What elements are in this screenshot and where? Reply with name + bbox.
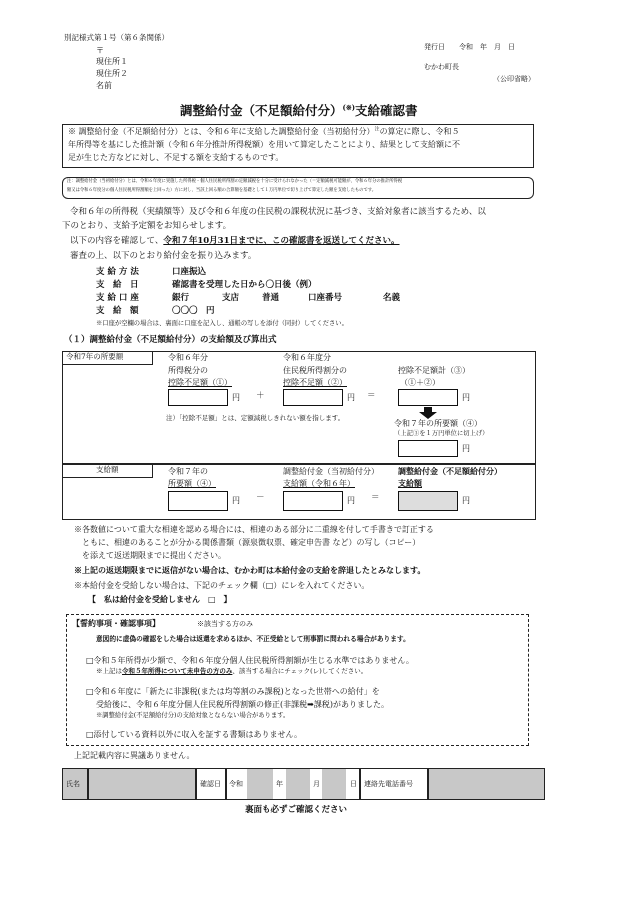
date-label: 確認日 — [200, 780, 221, 788]
col2-line-3: 控除不足額（②） — [283, 378, 347, 387]
yen-2: 円 — [347, 393, 355, 402]
yen-5: 円 — [232, 496, 240, 505]
col1-line-1: 令和６年分 — [168, 353, 208, 362]
account-holder: 名義 — [383, 293, 401, 303]
pledge-check-1[interactable]: □令和５年所得が少額で、令和６年度分個人住民税所得割額が生じる水準ではありません。 — [86, 656, 414, 665]
phone-field[interactable] — [428, 768, 545, 800]
note2: ※上記の返送期限までに返信がない場合は、むかわ町は本給付金の支給を辞退したとみなします。 — [74, 565, 426, 575]
footer-note: 裏面も必ずご確認ください — [245, 805, 348, 815]
pay-col2-line-2: 支給額（令和６年） — [283, 479, 355, 488]
address-line-1: 現住所１ — [96, 57, 128, 66]
issuer: むかわ町長 — [424, 63, 459, 71]
col2-line-1: 令和６年度分 — [283, 353, 331, 362]
note1-line-2: ともに、相違のあることが分かる関係書類（源泉徴収票、確定申告書 など）の写し（コピー） — [74, 538, 421, 547]
account-type: 普通 — [262, 293, 280, 303]
equals-sign-2: ＝ — [371, 493, 380, 503]
account-number: 口座番号 — [308, 293, 343, 303]
notice-line-1: ※ 調整給付金（不足額給付分）とは、令和６年に支給した調整給付金（当初給付分）$^注$の算定に際し、令和５ — [68, 126, 460, 136]
col2-line-2: 住民税所得割分の — [283, 366, 347, 375]
payment-note: ※口座が空欄の場合は、裏面に口座を記入し、通帳の写しを添付（同封）してください。 — [96, 320, 348, 327]
minus-sign: － — [256, 493, 265, 503]
payment-method-label: 支 給 方 法 — [96, 267, 139, 277]
date-year: 年 — [276, 780, 283, 788]
small-note-line-1: 注：調整給付金（当初給付分）とは、令和６年度に実施した所得税・個人住民税所得割の定額減税を十分に受けられなかった（＝定額減税可能額が、令和６年分の推計所得税 — [67, 179, 403, 184]
note1-line-1: ※各数値について重大な相違を認める場合には、相違のある部分に二重線を付して手書きで訂正する — [74, 525, 434, 534]
payment-date-value: 確認書を受理した日から〇日後（例） — [172, 280, 317, 290]
note3: ※本給付金を受給しない場合は、下記のチェック欄（□）にレを入れてください。 — [74, 581, 370, 590]
deficit-income-tax-box[interactable] — [168, 389, 228, 406]
pay-col1-line-1: 令和７年の — [168, 467, 208, 476]
deficit-note: 注）「控除不足額」とは、定額減税しきれない額を指します。 — [166, 414, 345, 422]
form-number: 別記様式第１号（第６条関係） — [64, 33, 169, 42]
supplementary-payment-box[interactable] — [398, 491, 458, 511]
col3-line-2: （①＋②） — [400, 378, 440, 387]
intro-line-4: 審査の上、以下のとおり給付金を振り込みます。 — [70, 251, 257, 261]
section1-heading: （１）調整給付金（不足額給付分）の支給額及び算出式 — [64, 335, 277, 345]
page-title: 調整給付金（不足額給付分）(※)支給確認書 — [180, 103, 418, 119]
note1-line-3: を添えて返送期限までに提出ください。 — [74, 551, 226, 560]
name-label: 氏名 — [66, 780, 80, 788]
address-line-2: 現住所２ — [96, 69, 128, 78]
month-input — [286, 769, 310, 799]
required-label: 令和7年の所要額 — [66, 352, 124, 361]
req4-line-2: （上記③を１万円単位に切上げ） — [394, 430, 489, 437]
yen-3: 円 — [462, 393, 470, 402]
confirm-statement: 上記記載内容に異議ありません。 — [74, 751, 195, 760]
pay-col3-line-2: 支給額 — [398, 478, 422, 488]
pay-col3-line-1: 調整給付金（不足額給付分） — [398, 466, 502, 476]
plus-sign: ＋ — [256, 391, 265, 401]
year-input — [247, 769, 273, 799]
col1-line-2: 所得税分の — [168, 366, 208, 375]
phone-label: 連絡先電話番号 — [364, 780, 413, 788]
pledge-check-2-line-2: 受給後に、令和６年度分個人住民税所得割額の修正(非課税➡課税)がありました。 — [96, 700, 389, 709]
notice-line-3: 足が生じた方などに対し、不足する額を支給するものです。 — [68, 153, 284, 162]
intro-line-2: 下のとおり、支給予定額をお知らせします。 — [62, 221, 232, 231]
payment-method-value: 口座振込 — [172, 267, 207, 277]
yen-6: 円 — [347, 496, 355, 505]
decline-checkbox[interactable]: 【 私は給付金を受給しません □ 】 — [88, 594, 232, 604]
pledge-check-2-note: ※調整給付金(不足額給付分)の支給対象とならない場合があります。 — [96, 712, 290, 719]
arrow-right-icon: ➡ — [307, 700, 314, 709]
payment-account-label: 支 給 口 座 — [96, 293, 139, 303]
small-note-line-2: 額又は令和６年度分の個人住民税所得割額を上回った）方に対し、当該上回る額の合算額を基礎として１万円単位で切り上げて算定した額を支給したものです。 — [67, 188, 377, 193]
notice-line-2: 年所得等を基にした推計額（令和６年分推計所得税額）を用いて算定したことにより、結果として支給額に不 — [68, 140, 460, 149]
intro-line-1: 令和６年の所得税（実績額等）及び令和６年度の住民税の課税状況に基づき、支給対象者に該当するため、以 — [70, 207, 486, 217]
seal-omitted: （公印省略） — [493, 75, 535, 83]
yen-7: 円 — [462, 496, 470, 505]
col3-line-1: 控除不足額計（③） — [398, 366, 470, 375]
pledge-check-2-line-1[interactable]: □令和６年度に「新たに非課税(または均等割のみ課税)となった世帯への給付」を — [86, 687, 380, 696]
yen-4: 円 — [462, 444, 470, 453]
issue-date: 発行日 令和 年 月 日 — [424, 43, 515, 51]
yen-1: 円 — [232, 393, 240, 402]
req4-line-1: 令和７年の所要額（④） — [394, 419, 482, 428]
payment-calc-label: 支給額 — [96, 465, 119, 474]
pledge-heading-note: ※該当する方のみ — [197, 620, 253, 628]
day-input — [322, 769, 346, 799]
deficit-total-box[interactable] — [398, 389, 458, 406]
pay-col1-line-2: 所要額（④） — [168, 479, 216, 488]
payment-date-label: 支 給 日 — [96, 280, 139, 290]
required-amount-copy-box[interactable] — [168, 491, 228, 511]
date-era: 令和 — [229, 780, 243, 788]
equals-sign-1: ＝ — [367, 391, 376, 401]
required-amount-box[interactable] — [398, 440, 458, 457]
pledge-box — [66, 614, 529, 746]
col1-line-3: 控除不足額（①） — [168, 378, 232, 387]
pledge-check-1-note: ※上記は令和５年所得について未申告の方のみ、該当する場合にチェック(レ)してください。 — [96, 667, 368, 675]
recipient-name: 名前 — [96, 81, 112, 90]
postal-mark: 〒 — [96, 46, 104, 55]
deficit-resident-tax-box[interactable] — [283, 389, 343, 406]
pay-col2-line-1: 調整給付金（当初給付分） — [283, 467, 379, 476]
payment-amount-label: 支 給 額 — [96, 306, 139, 316]
date-month: 月 — [313, 780, 320, 788]
account-branch: 支店 — [222, 293, 240, 303]
pledge-heading: 【誓約事項・確認事項】 — [72, 618, 160, 628]
payment-amount-value: 〇〇〇 円 — [172, 306, 215, 316]
pledge-check-3[interactable]: □添付している資料以外に収入を証する書類はありません。 — [86, 730, 303, 739]
account-bank: 銀行 — [172, 293, 190, 303]
intro-line-3: 以下の内容を確認して、令和７年10月31日までに、この確認書を返送してください。 — [70, 236, 400, 246]
initial-payment-box[interactable] — [283, 491, 343, 511]
name-field[interactable] — [88, 768, 196, 800]
pledge-warning: 意図的に虚偽の確認をした場合は返還を求めるほか、不正受給として刑事罰に問われる場合があります。 — [96, 635, 410, 643]
date-day: 日 — [350, 780, 357, 788]
